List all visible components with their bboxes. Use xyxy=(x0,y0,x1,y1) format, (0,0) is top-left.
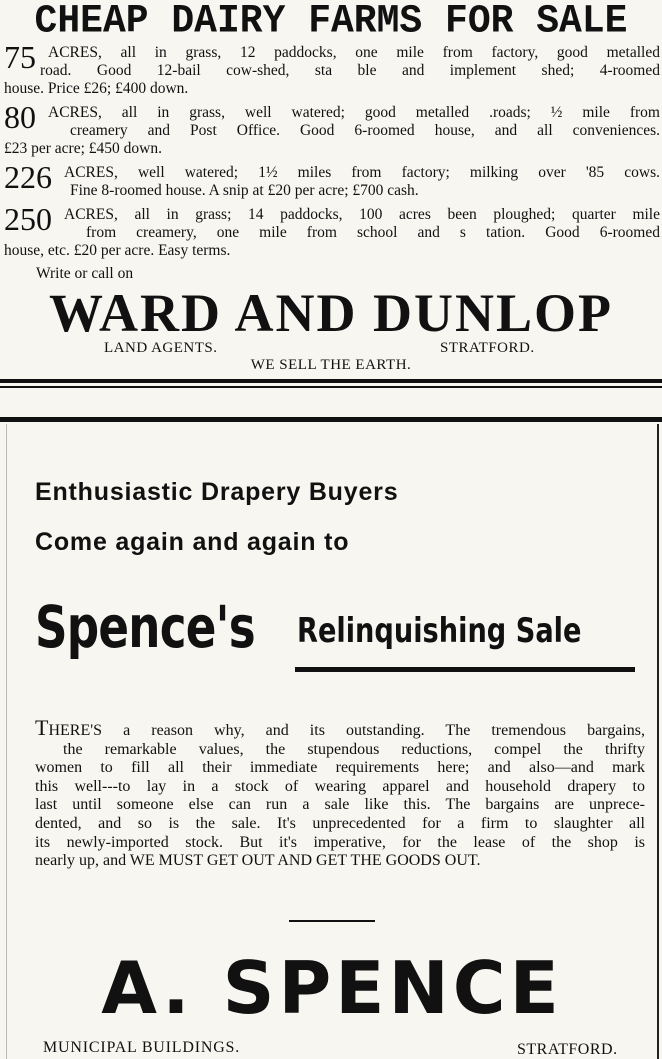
shop-address: MUNICIPAL BUILDINGS. xyxy=(43,1039,241,1056)
spence-sale-advertisement xyxy=(6,424,659,1059)
ad-title: CHEAP DAIRY FARMS FOR SALE xyxy=(34,0,628,45)
listing-line: road. Good 12-bail cow-shed, sta ble and implement shed; 4-roomed xyxy=(40,62,660,79)
sale-name: Relinquishing Sale xyxy=(297,611,582,651)
listing-line: from creamery, one mile from school and s tation. Good 6-roomed xyxy=(86,224,660,241)
agent-town: STRATFORD. xyxy=(440,340,535,356)
listing-number: 250 xyxy=(4,201,52,237)
listing-line: ACRES, all in grass; 14 paddocks, 100 acres been ploughed; quarter mile xyxy=(64,206,660,223)
listing-line: ACRES, all in grass, well watered; good metalled .roads; ½ mile from xyxy=(48,104,660,121)
divider-rule xyxy=(0,386,662,388)
body-line: THERE'S a reason why, and its outstanding. The tremendous bargains, xyxy=(35,715,645,740)
agent-slogan: WE SELL THE EARTH. xyxy=(250,357,412,373)
listing-number: 75 xyxy=(4,39,36,75)
agent-role: LAND AGENTS. xyxy=(104,340,218,356)
body-line: nearly up, and WE MUST GET OUT AND GET THE GOODS OUT. xyxy=(35,852,481,870)
divider-rule xyxy=(0,417,662,422)
listing-line: creamery and Post Office. Good 6-roomed house, and all conveniences. xyxy=(70,122,660,139)
body-line: this well---to lay in a stock of wearing apparel and household drapery to xyxy=(35,777,645,795)
write-or-call-text: Write or call on xyxy=(36,265,134,282)
body-line: dented, and so is the sale. It's unprecedented for a firm to slaughter all xyxy=(35,814,645,832)
dairy-farms-advertisement xyxy=(0,0,662,380)
listing-line: house, etc. £20 per acre. Easy terms. xyxy=(4,242,231,259)
drop-cap: T xyxy=(35,715,49,740)
advertisement-body xyxy=(35,715,645,871)
shop-name: Spence's xyxy=(35,593,255,661)
listing-number: 80 xyxy=(4,99,36,135)
listing-line: £23 per acre; £450 down. xyxy=(4,140,162,157)
listing-line: ACRES, all in grass, 12 paddocks, one mile from factory, good metalled xyxy=(48,44,660,61)
divider-rule xyxy=(0,379,662,383)
headline-come-again: Come again and again to xyxy=(35,528,350,556)
body-line: last until someone else can run a sale like this. The bargains are unprece- xyxy=(35,796,645,814)
short-divider xyxy=(289,920,375,922)
listing-line: Fine 8-roomed house. A snip at £20 per acre; £700 cash. xyxy=(70,182,419,199)
listing-number: 226 xyxy=(4,159,52,195)
body-line: women to fill all their immediate requirements here; and also—and mark xyxy=(35,759,645,777)
body-line: the remarkable values, the stupendous reductions, compel the thrifty xyxy=(63,740,645,758)
agent-firm-name: WARD AND DUNLOP xyxy=(48,283,613,343)
listing-line: ACRES, well watered; 1½ miles from factory; milking over '85 cows. xyxy=(64,164,660,181)
proprietor-name: A. SPENCE xyxy=(101,946,563,1030)
headline-drapery-buyers: Enthusiastic Drapery Buyers xyxy=(35,478,399,506)
listing-line: house. Price £26; £400 down. xyxy=(4,80,189,97)
body-line: its newly-imported stock. But it's imperative, for the lease of the shop is xyxy=(35,833,645,851)
shop-town: STRATFORD. xyxy=(517,1041,618,1058)
sale-underline xyxy=(295,667,635,672)
